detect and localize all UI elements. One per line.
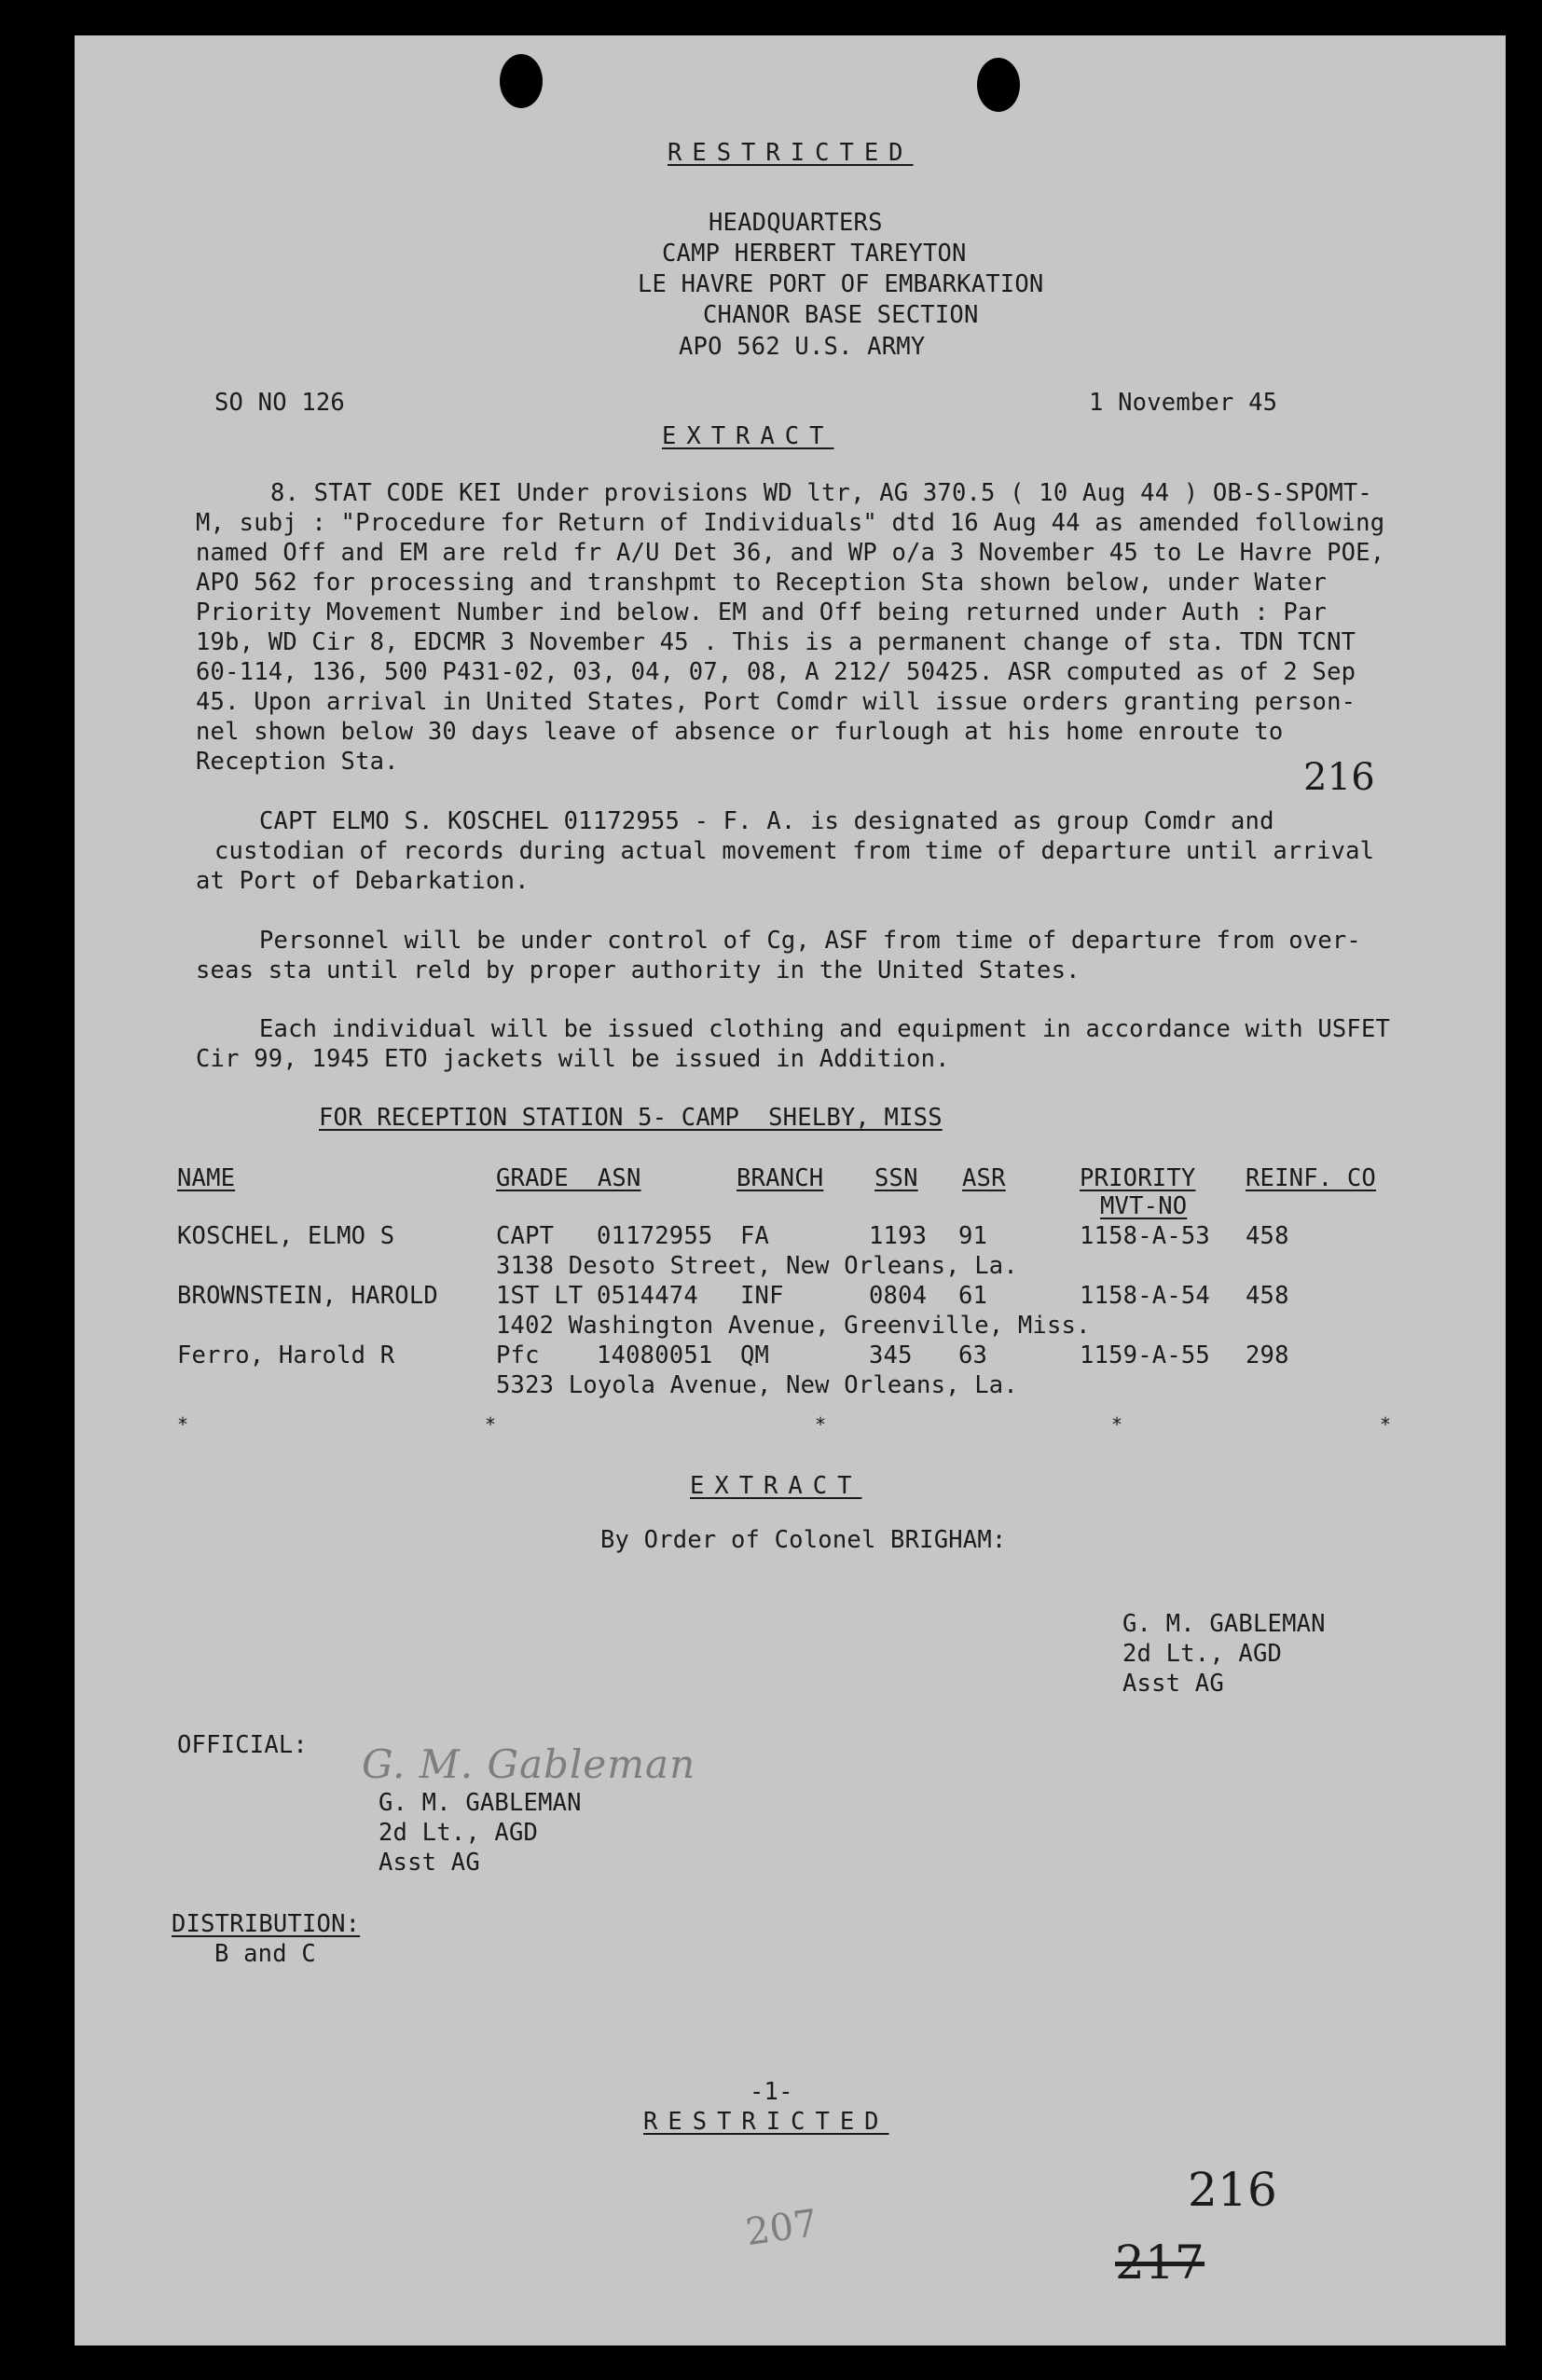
table-row-co: 458	[1246, 1282, 1289, 1310]
handwritten-page-new: 216	[1188, 2163, 1278, 2217]
table-row-name: Ferro, Harold R	[177, 1341, 395, 1369]
table-row-mvt: 1158-A-54	[1080, 1282, 1210, 1310]
omission-star: *	[815, 1413, 827, 1436]
col-header-reinf-co: REINF. CO	[1246, 1164, 1376, 1192]
col-header-grade-asn: GRADE ASN	[496, 1164, 641, 1192]
para8-line: APO 562 for processing and transhpmt to Reception Sta shown below, under Water	[196, 569, 1328, 597]
hq-line: HEADQUARTERS	[709, 209, 883, 237]
para8-line: nel shown below 30 days leave of absence or furlough at his home enroute to	[196, 718, 1284, 746]
clothing-line: Each individual will be issued clothing and equipment in accordance with USFET	[259, 1015, 1391, 1043]
hq-line: APO 562 U.S. ARMY	[679, 333, 926, 361]
table-row-asn: 0514474	[597, 1282, 698, 1310]
para8-line: Reception Sta.	[196, 748, 399, 776]
restricted-footer: RESTRICTED	[643, 2108, 889, 2136]
col-header-asr: ASR	[962, 1164, 1006, 1192]
table-row-ssn: 345	[869, 1341, 913, 1369]
para8-line: named Off and EM are reld fr A/U Det 36, and WP o/a 3 November 45 to Le Havre POE,	[196, 539, 1385, 567]
clothing-line: Cir 99, 1945 ETO jackets will be issued in Addition.	[196, 1045, 950, 1073]
group-cmdr-line: CAPT ELMO S. KOSCHEL 01172955 - F. A. is designated as group Comdr and	[259, 807, 1274, 835]
margin-note: 207	[743, 2201, 820, 2255]
control-line: seas sta until reld by proper authority in the United States.	[196, 956, 1081, 984]
official-signature: G. M. Gableman	[362, 1741, 696, 1787]
page-number: -1-	[750, 2078, 793, 2106]
table-row-branch: FA	[740, 1222, 770, 1250]
table-row-co: 458	[1246, 1222, 1289, 1250]
table-row-address: 5323 Loyola Avenue, New Orleans, La.	[496, 1371, 1018, 1399]
omission-star: *	[1380, 1413, 1392, 1436]
col-header-branch: BRANCH	[737, 1164, 824, 1192]
table-row-mvt: 1158-A-53	[1080, 1222, 1210, 1250]
col-header-name: NAME	[177, 1164, 236, 1192]
table-row-asn: 01172955	[597, 1222, 713, 1250]
signer-line: Asst AG	[1122, 1670, 1224, 1698]
reception-station-heading: FOR RECEPTION STATION 5- CAMP SHELBY, MISS	[319, 1104, 943, 1132]
table-row-mvt: 1159-A-55	[1080, 1341, 1210, 1369]
table-row-asn: 14080051	[597, 1341, 713, 1369]
table-row-name: BROWNSTEIN, HAROLD	[177, 1282, 438, 1310]
extract-title: EXTRACT	[662, 422, 834, 450]
distribution-label: DISTRIBUTION:	[172, 1910, 361, 1938]
hq-line: CHANOR BASE SECTION	[703, 301, 979, 329]
hq-line: LE HAVRE PORT OF EMBARKATION	[638, 270, 1044, 298]
official-label: OFFICIAL:	[177, 1731, 308, 1759]
official-line: Asst AG	[379, 1849, 480, 1877]
group-cmdr-line: custodian of records during actual movement from time of departure until arrival	[214, 837, 1375, 865]
table-row-address: 1402 Washington Avenue, Greenville, Miss.	[496, 1312, 1091, 1340]
punch-hole	[500, 54, 543, 108]
by-order-line: By Order of Colonel BRIGHAM:	[600, 1526, 1007, 1554]
table-row-asr: 61	[958, 1282, 988, 1310]
official-line: 2d Lt., AGD	[379, 1819, 539, 1847]
table-row-asr: 63	[958, 1341, 988, 1369]
order-date: 1 November 45	[1089, 389, 1278, 417]
handwritten-page-number: 216	[1303, 756, 1375, 799]
table-row-name: KOSCHEL, ELMO S	[177, 1222, 395, 1250]
table-row-co: 298	[1246, 1341, 1289, 1369]
omission-star: *	[485, 1413, 497, 1436]
para8-line: M, subj : "Procedure for Return of Individuals" dtd 16 Aug 44 as amended following	[196, 509, 1385, 537]
control-line: Personnel will be under control of Cg, ASF from time of departure from over-	[259, 927, 1361, 955]
distribution-value: B and C	[214, 1940, 316, 1968]
signer-line: G. M. GABLEMAN	[1122, 1610, 1326, 1638]
para8-line: 60-114, 136, 500 P431-02, 03, 04, 07, 08, A 212/ 50425. ASR computed as of 2 Sep	[196, 658, 1356, 686]
para8-line: 19b, WD Cir 8, EDCMR 3 November 45 . This is a permanent change of sta. TDN TCNT	[196, 628, 1356, 656]
official-line: G. M. GABLEMAN	[379, 1789, 582, 1817]
table-row-branch: INF	[740, 1282, 784, 1310]
extract-bottom: EXTRACT	[690, 1472, 862, 1500]
special-order-number: SO NO 126	[214, 389, 345, 417]
table-row-grade: 1ST LT	[496, 1282, 584, 1310]
table-row-grade: CAPT	[496, 1222, 555, 1250]
omission-star: *	[1111, 1413, 1123, 1436]
handwritten-page-old: 217	[1115, 2236, 1205, 2290]
signer-line: 2d Lt., AGD	[1122, 1640, 1283, 1668]
table-row-grade: Pfc	[496, 1341, 540, 1369]
col-header-ssn: SSN	[874, 1164, 918, 1192]
punch-hole	[977, 58, 1020, 112]
document-page	[75, 35, 1506, 2346]
table-row-ssn: 1193	[869, 1222, 928, 1250]
para8-line: 45. Upon arrival in United States, Port Comdr will issue orders granting person-	[196, 688, 1356, 716]
col-header-priority: PRIORITY	[1080, 1164, 1196, 1192]
para8-line: 8. STAT CODE KEI Under provisions WD ltr, AG 370.5 ( 10 Aug 44 ) OB-S-SPOMT-	[270, 479, 1372, 507]
omission-star: *	[177, 1413, 189, 1436]
group-cmdr-line: at Port of Debarkation.	[196, 867, 530, 895]
hq-line: CAMP HERBERT TAREYTON	[662, 240, 967, 268]
table-row-asr: 91	[958, 1222, 988, 1250]
restricted-header: RESTRICTED	[668, 139, 914, 167]
table-row-branch: QM	[740, 1341, 770, 1369]
col-header-mvt-no: MVT-NO	[1100, 1192, 1188, 1220]
table-row-address: 3138 Desoto Street, New Orleans, La.	[496, 1252, 1018, 1280]
table-row-ssn: 0804	[869, 1282, 928, 1310]
para8-line: Priority Movement Number ind below. EM and Off being returned under Auth : Par	[196, 598, 1328, 626]
